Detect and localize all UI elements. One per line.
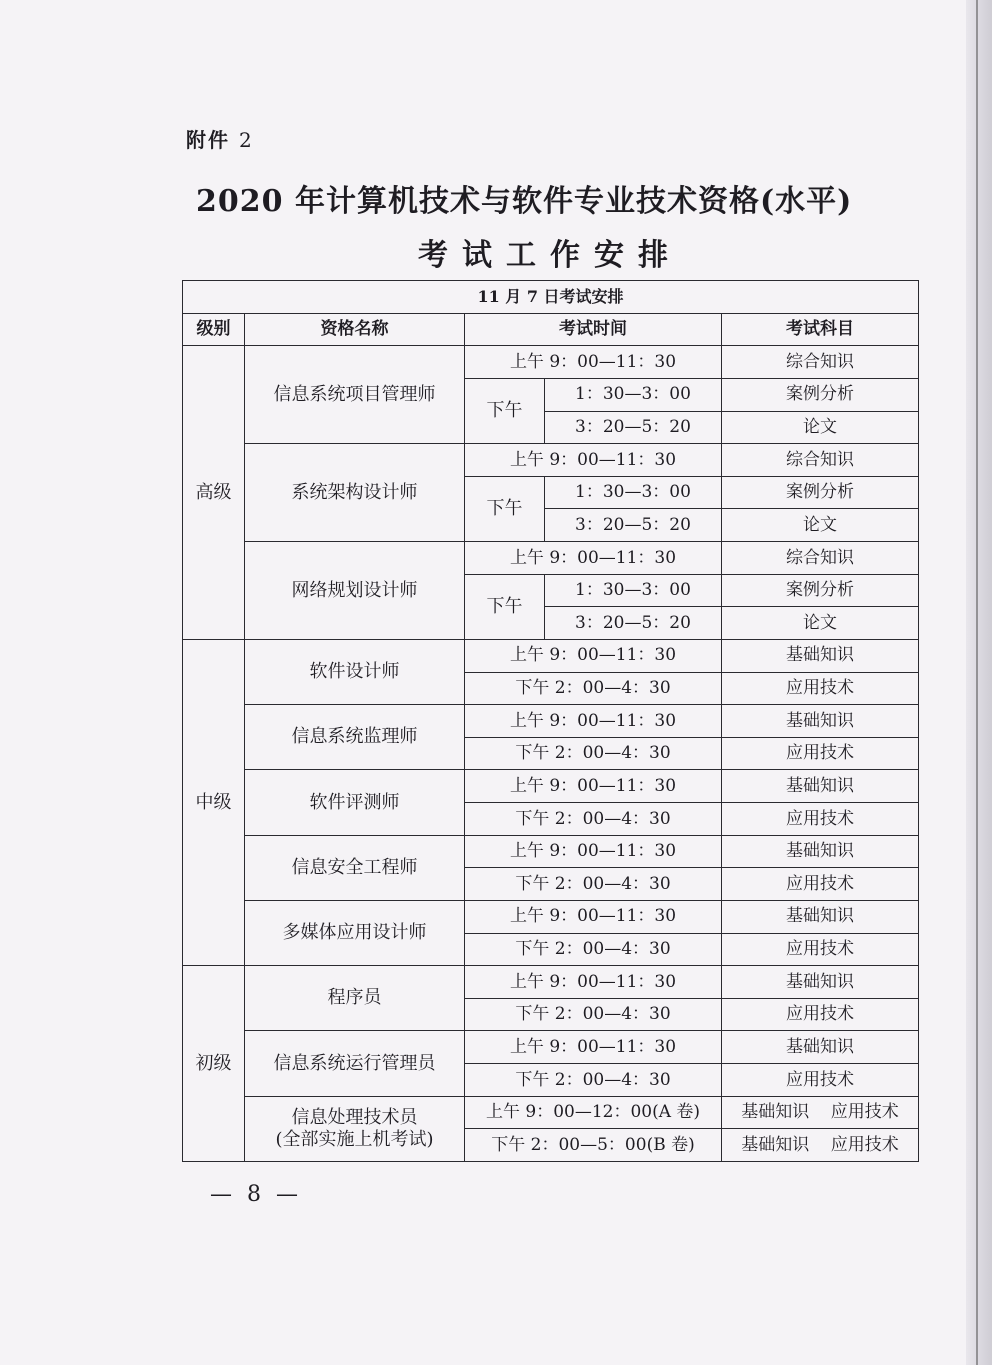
page-edge-shadow [966, 0, 992, 1365]
header-exam-time: 考试时间 [465, 313, 722, 346]
table-row [183, 639, 919, 672]
exam-schedule-table [182, 280, 919, 1162]
exam-time: 上午 9：00—12：00(A 卷) [465, 1096, 722, 1129]
qualification-name-line2: (全部实施上机考试) [275, 1128, 434, 1150]
exam-time: 3：20—5：20 [545, 509, 722, 542]
exam-time: 上午 9：00—11：30 [465, 900, 722, 933]
exam-time: 1：30—3：00 [545, 476, 722, 509]
exam-time: 下午 2：00—4：30 [465, 1064, 722, 1097]
table-row [183, 1096, 919, 1129]
exam-time: 下午 2：00—4：30 [465, 803, 722, 836]
exam-time: 1：30—3：00 [545, 378, 722, 411]
table-row [183, 770, 919, 803]
subject-basic: 基础知识 [741, 1102, 810, 1123]
exam-time: 3：20—5：20 [545, 411, 722, 444]
qualification-name: 信息系统运行管理员 [245, 1031, 465, 1096]
exam-time: 下午 2：00—4：30 [465, 672, 722, 705]
exam-subject: 应用技术 [722, 868, 919, 901]
exam-time: 上午 9：00—11：30 [465, 444, 722, 477]
subject-applied: 应用技术 [830, 1134, 899, 1155]
exam-subject: 应用技术 [722, 933, 919, 966]
header-level: 级别 [183, 313, 245, 346]
exam-subject: 综合知识 [722, 542, 919, 575]
exam-subject: 基础知识 [722, 705, 919, 738]
exam-time: 下午 2：00—4：30 [465, 933, 722, 966]
page-edge-line [976, 0, 978, 1365]
level-intermediate: 中级 [183, 639, 245, 965]
level-senior: 高级 [183, 346, 245, 640]
exam-time: 上午 9：00—11：30 [465, 639, 722, 672]
qualification-name: 信息系统项目管理师 [245, 346, 465, 444]
exam-time: 上午 9：00—11：30 [465, 542, 722, 575]
exam-time: 上午 9：00—11：30 [465, 1031, 722, 1064]
attachment-number: 2 [238, 128, 254, 152]
exam-subject: 基础知识 [722, 770, 919, 803]
subject-applied: 应用技术 [830, 1102, 899, 1123]
exam-time: 上午 9：00—11：30 [465, 770, 722, 803]
qualification-name: 信息系统监理师 [245, 705, 465, 770]
exam-subject: 基础知识 [722, 966, 919, 999]
table-row [183, 966, 919, 999]
header-exam-subject: 考试科目 [722, 313, 919, 346]
page-number: — 8 — [210, 1182, 302, 1207]
exam-subject: 基础知识 [722, 835, 919, 868]
table-row [183, 1031, 919, 1064]
exam-subject: 应用技术 [722, 803, 919, 836]
exam-subject: 论文 [722, 607, 919, 640]
level-junior: 初级 [183, 966, 245, 1162]
qualification-name: 软件评测师 [245, 770, 465, 835]
exam-time: 上午 9：00—11：30 [465, 705, 722, 738]
table-row [183, 444, 919, 477]
qualification-name: 程序员 [245, 966, 465, 1031]
attachment-text: 附件 [186, 128, 230, 152]
exam-subject: 论文 [722, 509, 919, 542]
exam-subject: 论文 [722, 411, 919, 444]
afternoon-label: 下午 [465, 378, 545, 443]
exam-subject: 综合知识 [722, 346, 919, 379]
table-row [183, 705, 919, 738]
attachment-label [186, 124, 254, 153]
subject-basic: 基础知识 [741, 1134, 810, 1155]
header-qualification: 资格名称 [245, 313, 465, 346]
exam-subject: 应用技术 [722, 998, 919, 1031]
exam-time: 1：30—3：00 [545, 574, 722, 607]
exam-subject: 应用技术 [722, 672, 919, 705]
exam-subject: 基础知识 [722, 1031, 919, 1064]
exam-subject: 基础知识 [722, 639, 919, 672]
table-row [183, 346, 919, 379]
document-title-line2: 考试工作安排 [418, 238, 682, 273]
exam-time: 3：20—5：20 [545, 607, 722, 640]
table-row [183, 835, 919, 868]
exam-time: 下午 2：00—4：30 [465, 868, 722, 901]
table-row [183, 900, 919, 933]
exam-subject: 案例分析 [722, 476, 919, 509]
afternoon-label: 下午 [465, 574, 545, 639]
exam-subject: 应用技术 [722, 1064, 919, 1097]
qualification-name: 多媒体应用设计师 [245, 900, 465, 965]
qualification-name: 网络规划设计师 [245, 542, 465, 640]
table-caption: 11 月 7 日考试安排 [183, 281, 919, 314]
exam-subject: 案例分析 [722, 574, 919, 607]
exam-subject: 综合知识 [722, 444, 919, 477]
document-title-line1: 2020 年计算机技术与软件专业技术资格(水平) [196, 184, 853, 219]
exam-time: 下午 2：00—4：30 [465, 737, 722, 770]
exam-time: 下午 2：00—4：30 [465, 998, 722, 1031]
afternoon-label: 下午 [465, 476, 545, 541]
qualification-name: 系统架构设计师 [245, 444, 465, 542]
exam-time: 上午 9：00—11：30 [465, 835, 722, 868]
exam-subject [722, 1129, 919, 1162]
exam-subject: 案例分析 [722, 378, 919, 411]
exam-time: 上午 9：00—11：30 [465, 966, 722, 999]
table-row [183, 542, 919, 575]
qualification-name-line1: 信息处理技术员 [291, 1107, 418, 1129]
qualification-name [245, 1096, 465, 1161]
qualification-name: 软件设计师 [245, 639, 465, 704]
exam-time: 下午 2：00—5：00(B 卷) [465, 1129, 722, 1162]
exam-time: 上午 9：00—11：30 [465, 346, 722, 379]
exam-subject: 基础知识 [722, 900, 919, 933]
exam-subject [722, 1096, 919, 1129]
exam-subject: 应用技术 [722, 737, 919, 770]
qualification-name: 信息安全工程师 [245, 835, 465, 900]
